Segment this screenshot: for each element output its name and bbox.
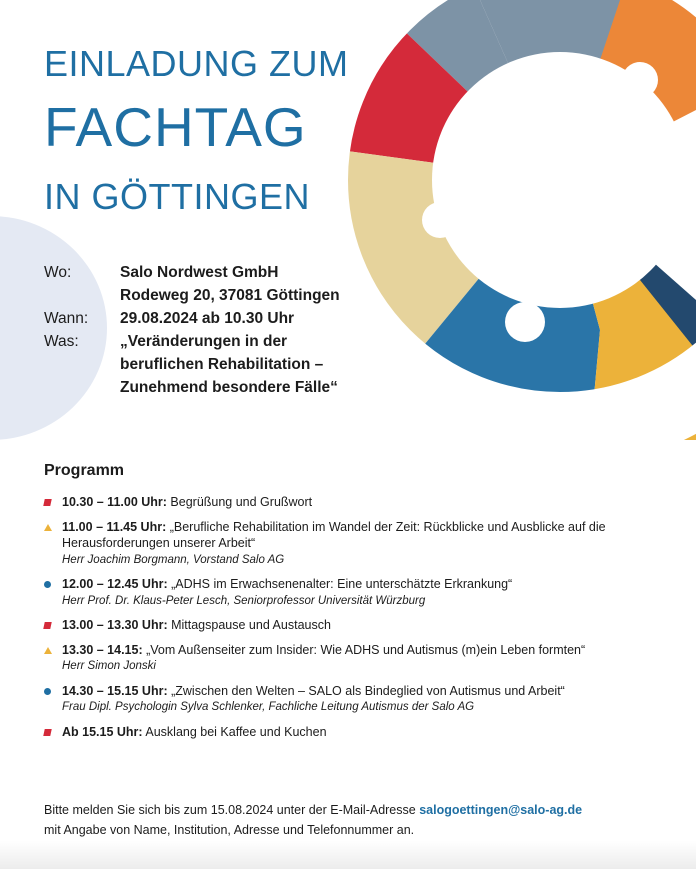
yellow-triangle-bullet-icon: [44, 647, 52, 654]
program-time: 13.00 – 13.30 Uhr:: [62, 618, 168, 632]
program-item: [44, 724, 664, 741]
title-line-2: FACHTAG: [44, 96, 307, 158]
program-text: „Vom Außenseiter zum Insider: Wie ADHS und Autismus (m)ein Leben formten“: [142, 642, 586, 657]
registration-text-2: mit Angabe von Name, Institution, Adresse und Telefonnummer an.: [44, 823, 415, 837]
program-time: 12.00 – 12.45 Uhr:: [62, 577, 168, 591]
where-label: Wo:: [44, 264, 72, 281]
info-row-what: [44, 330, 340, 399]
program-item: [44, 683, 664, 716]
program-time: 13.30 – 14.15:: [62, 642, 143, 657]
program-heading: Programm: [44, 462, 125, 479]
program-item: [44, 617, 664, 634]
event-info: [44, 261, 340, 399]
program-text: Begrüßung und Grußwort: [166, 495, 313, 509]
bottom-fade: [0, 841, 696, 869]
program-time: 14.30 – 15.15 Uhr:: [62, 683, 168, 698]
red-square-bullet-icon: [43, 622, 51, 629]
title-line-1: EINLADUNG ZUM: [44, 43, 349, 84]
program-text: Ausklang bei Kaffee und Kuchen: [142, 724, 327, 739]
yellow-triangle-bullet-icon: [44, 524, 52, 531]
where-value: Salo Nordwest GmbH Rodeweg 20, 37081 Göttingen: [120, 264, 340, 304]
program-text: „Berufliche Rehabilitation im Wandel der Zeit: Rückblicke und Ausblicke auf die Herausforderungen unserer Arbeit“: [62, 519, 606, 550]
program-time: 11.00 – 11.45 Uhr:: [62, 519, 167, 534]
program-text: „ADHS im Erwachsenenalter: Eine unterschätzte Erkrankung“: [167, 577, 513, 591]
email-link[interactable]: salogoettingen@salo-ag.de: [419, 803, 583, 817]
red-square-bullet-icon: [43, 499, 51, 506]
program-text: Mittagspause und Austausch: [167, 618, 331, 632]
program-speaker: Herr Prof. Dr. Klaus-Peter Lesch, Seniorprofessor Universität Würzburg: [62, 594, 426, 607]
blue-dot-bullet-icon: [44, 688, 51, 695]
program-speaker: Herr Joachim Borgmann, Vorstand Salo AG: [62, 553, 285, 566]
when-label: Wann:: [44, 310, 89, 327]
title-line-3: IN GÖTTINGEN: [44, 176, 310, 217]
program-time: 10.30 – 11.00 Uhr:: [62, 495, 167, 509]
blue-dot-bullet-icon: [44, 581, 51, 588]
program-item: [44, 519, 664, 569]
info-row-when: [44, 307, 340, 330]
what-label: Was:: [44, 333, 79, 350]
program-time: Ab 15.15 Uhr:: [62, 724, 143, 739]
program-speaker: Herr Simon Jonski: [62, 660, 156, 672]
program-list: [44, 494, 664, 748]
registration-text: Bitte melden Sie sich bis zum 15.08.2024 unter der E-Mail-Adresse: [44, 803, 420, 817]
program-text: „Zwischen den Welten – SALO als Bindeglied von Autismus und Arbeit“: [167, 683, 565, 698]
red-square-bullet-icon: [43, 729, 51, 736]
program-item: [44, 576, 664, 609]
what-value: „Veränderungen in der beruflichen Rehabilitation – Zunehmend besondere Fälle“: [120, 333, 338, 396]
registration-note: [44, 800, 582, 840]
program-item: [44, 642, 664, 675]
when-value: 29.08.2024 ab 10.30 Uhr: [120, 310, 295, 327]
program-speaker: Frau Dipl. Psychologin Sylva Schlenker, Fachliche Leitung Autismus der Salo AG: [62, 701, 475, 713]
info-row-where: [44, 261, 340, 307]
program-item: [44, 494, 664, 511]
